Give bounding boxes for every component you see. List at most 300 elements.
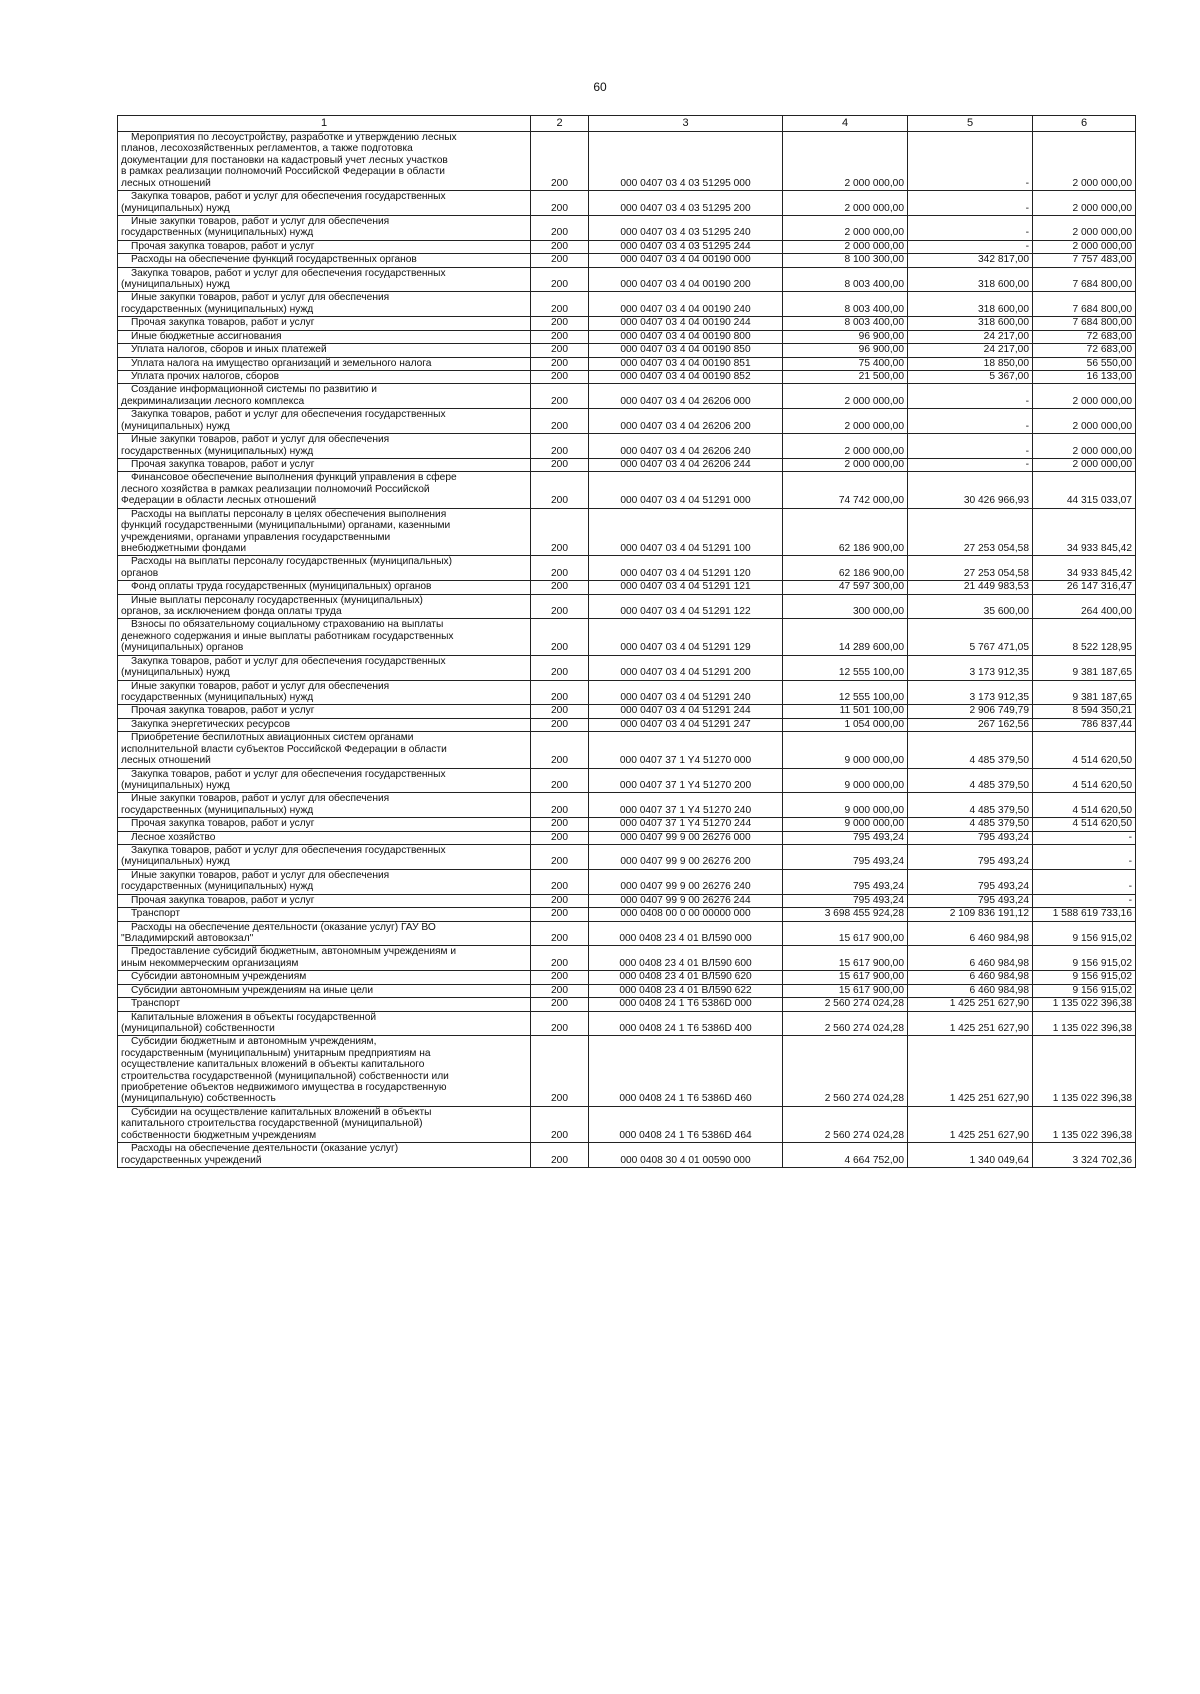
executed-amount-cell: - xyxy=(908,132,1033,191)
expense-name-cell: Иные выплаты персоналу государственных (муниципальных) органов, за исключением фонда оплаты труда xyxy=(118,594,531,619)
expense-name-cell: Прочая закупка товаров, работ и услуг xyxy=(118,317,531,330)
expense-name-cell: Иные закупки товаров, работ и услуг для обеспечения государственных (муниципальных) нужд xyxy=(118,869,531,894)
expense-name-cell: Уплата прочих налогов, сборов xyxy=(118,371,531,384)
unexecuted-amount-cell: - xyxy=(1033,894,1136,907)
budget-classification-code-cell: 000 0407 03 4 03 51295 240 xyxy=(589,215,783,240)
unexecuted-amount-cell: 9 156 915,02 xyxy=(1033,971,1136,984)
approved-amount-cell: 62 186 900,00 xyxy=(783,556,908,581)
approved-amount-cell: 2 000 000,00 xyxy=(783,240,908,253)
executed-amount-cell: 4 485 379,50 xyxy=(908,793,1033,818)
budget-classification-code-cell: 000 0407 03 4 04 51291 247 xyxy=(589,718,783,731)
line-code-cell: 200 xyxy=(531,240,589,253)
column-header-4: 4 xyxy=(783,116,908,132)
line-code-cell: 200 xyxy=(531,946,589,971)
budget-classification-code-cell: 000 0408 24 1 T6 5386D 000 xyxy=(589,998,783,1011)
executed-amount-cell: 3 173 912,35 xyxy=(908,680,1033,705)
line-code-cell: 200 xyxy=(531,971,589,984)
expense-name-cell: Закупка энергетических ресурсов xyxy=(118,718,531,731)
table-row xyxy=(118,556,1136,581)
expense-name-cell: Закупка товаров, работ и услуг для обеспечения государственных (муниципальных) нужд xyxy=(118,845,531,870)
line-code-cell: 200 xyxy=(531,831,589,844)
line-code-cell: 200 xyxy=(531,344,589,357)
budget-classification-code-cell: 000 0407 03 4 04 26206 000 xyxy=(589,384,783,409)
executed-amount-cell: 318 600,00 xyxy=(908,267,1033,292)
approved-amount-cell: 9 000 000,00 xyxy=(783,793,908,818)
budget-classification-code-cell: 000 0408 24 1 T6 5386D 460 xyxy=(589,1036,783,1107)
executed-amount-cell: 30 426 966,93 xyxy=(908,472,1033,508)
executed-amount-cell: 1 425 251 627,90 xyxy=(908,1106,1033,1142)
budget-classification-code-cell: 000 0407 03 4 04 51291 122 xyxy=(589,594,783,619)
budget-classification-code-cell: 000 0407 03 4 04 00190 851 xyxy=(589,357,783,370)
budget-classification-code-cell: 000 0407 03 4 04 51291 244 xyxy=(589,705,783,718)
unexecuted-amount-cell: 2 000 000,00 xyxy=(1033,384,1136,409)
approved-amount-cell: 74 742 000,00 xyxy=(783,472,908,508)
table-body xyxy=(118,132,1136,1168)
expense-name-cell: Иные закупки товаров, работ и услуг для обеспечения государственных (муниципальных) нужд xyxy=(118,292,531,317)
line-code-cell: 200 xyxy=(531,215,589,240)
budget-classification-code-cell: 000 0407 99 9 00 26276 240 xyxy=(589,869,783,894)
table-row xyxy=(118,921,1136,946)
unexecuted-amount-cell: - xyxy=(1033,869,1136,894)
unexecuted-amount-cell: 9 156 915,02 xyxy=(1033,946,1136,971)
budget-classification-code-cell: 000 0407 03 4 04 00190 800 xyxy=(589,330,783,343)
executed-amount-cell: 1 340 049,64 xyxy=(908,1143,1033,1168)
table-row xyxy=(118,458,1136,471)
table-row xyxy=(118,191,1136,216)
budget-classification-code-cell: 000 0407 03 4 04 00190 000 xyxy=(589,254,783,267)
budget-classification-code-cell: 000 0407 03 4 04 26206 244 xyxy=(589,458,783,471)
budget-classification-code-cell: 000 0407 99 9 00 26276 200 xyxy=(589,845,783,870)
executed-amount-cell: 795 493,24 xyxy=(908,831,1033,844)
line-code-cell: 200 xyxy=(531,508,589,556)
budget-classification-code-cell: 000 0407 99 9 00 26276 000 xyxy=(589,831,783,844)
expense-name-cell: Субсидии автономным учреждениям xyxy=(118,971,531,984)
table-row xyxy=(118,434,1136,459)
table-row xyxy=(118,894,1136,907)
budget-classification-code-cell: 000 0407 03 4 04 00190 850 xyxy=(589,344,783,357)
unexecuted-amount-cell: 2 000 000,00 xyxy=(1033,434,1136,459)
executed-amount-cell: 24 217,00 xyxy=(908,344,1033,357)
unexecuted-amount-cell: 1 135 022 396,38 xyxy=(1033,1106,1136,1142)
budget-classification-code-cell: 000 0407 03 4 04 00190 852 xyxy=(589,371,783,384)
line-code-cell: 200 xyxy=(531,317,589,330)
approved-amount-cell: 12 555 100,00 xyxy=(783,655,908,680)
table-header-row xyxy=(118,116,1136,132)
expense-name-cell: Фонд оплаты труда государственных (муниципальных) органов xyxy=(118,581,531,594)
approved-amount-cell: 4 664 752,00 xyxy=(783,1143,908,1168)
approved-amount-cell: 2 560 274 024,28 xyxy=(783,998,908,1011)
approved-amount-cell: 2 000 000,00 xyxy=(783,409,908,434)
table-row xyxy=(118,705,1136,718)
unexecuted-amount-cell: 1 135 022 396,38 xyxy=(1033,998,1136,1011)
line-code-cell: 200 xyxy=(531,1143,589,1168)
expense-name-cell: Иные закупки товаров, работ и услуг для обеспечения государственных (муниципальных) нужд xyxy=(118,434,531,459)
budget-classification-code-cell: 000 0407 03 4 03 51295 244 xyxy=(589,240,783,253)
unexecuted-amount-cell: 34 933 845,42 xyxy=(1033,556,1136,581)
budget-classification-code-cell: 000 0408 00 0 00 00000 000 xyxy=(589,908,783,921)
approved-amount-cell: 96 900,00 xyxy=(783,330,908,343)
approved-amount-cell: 2 000 000,00 xyxy=(783,132,908,191)
unexecuted-amount-cell: 1 135 022 396,38 xyxy=(1033,1011,1136,1036)
table-row xyxy=(118,845,1136,870)
budget-classification-code-cell: 000 0407 03 4 04 51291 200 xyxy=(589,655,783,680)
line-code-cell: 200 xyxy=(531,191,589,216)
line-code-cell: 200 xyxy=(531,984,589,997)
budget-classification-code-cell: 000 0407 03 4 04 51291 100 xyxy=(589,508,783,556)
table-row xyxy=(118,718,1136,731)
executed-amount-cell: 1 425 251 627,90 xyxy=(908,998,1033,1011)
executed-amount-cell: 1 425 251 627,90 xyxy=(908,1011,1033,1036)
expense-name-cell: Создание информационной системы по развитию и декриминализации лесного комплекса xyxy=(118,384,531,409)
executed-amount-cell: - xyxy=(908,434,1033,459)
unexecuted-amount-cell: 2 000 000,00 xyxy=(1033,458,1136,471)
unexecuted-amount-cell: 9 381 187,65 xyxy=(1033,680,1136,705)
budget-classification-code-cell: 000 0408 24 1 T6 5386D 464 xyxy=(589,1106,783,1142)
table-row xyxy=(118,330,1136,343)
executed-amount-cell: 2 109 836 191,12 xyxy=(908,908,1033,921)
table-row xyxy=(118,371,1136,384)
table-row xyxy=(118,869,1136,894)
unexecuted-amount-cell: 26 147 316,47 xyxy=(1033,581,1136,594)
executed-amount-cell: 5 767 471,05 xyxy=(908,619,1033,655)
executed-amount-cell: - xyxy=(908,191,1033,216)
budget-classification-code-cell: 000 0407 03 4 04 26206 200 xyxy=(589,409,783,434)
executed-amount-cell: 35 600,00 xyxy=(908,594,1033,619)
unexecuted-amount-cell: 7 684 800,00 xyxy=(1033,267,1136,292)
budget-classification-code-cell: 000 0407 99 9 00 26276 244 xyxy=(589,894,783,907)
line-code-cell: 200 xyxy=(531,869,589,894)
page-number: 60 xyxy=(593,80,607,94)
unexecuted-amount-cell: 7 757 483,00 xyxy=(1033,254,1136,267)
executed-amount-cell: 6 460 984,98 xyxy=(908,921,1033,946)
executed-amount-cell: 3 173 912,35 xyxy=(908,655,1033,680)
budget-classification-code-cell: 000 0407 37 1 Y4 51270 200 xyxy=(589,768,783,793)
approved-amount-cell: 2 560 274 024,28 xyxy=(783,1106,908,1142)
executed-amount-cell: - xyxy=(908,409,1033,434)
executed-amount-cell: 5 367,00 xyxy=(908,371,1033,384)
approved-amount-cell: 9 000 000,00 xyxy=(783,732,908,768)
approved-amount-cell: 2 000 000,00 xyxy=(783,215,908,240)
column-header-6: 6 xyxy=(1033,116,1136,132)
unexecuted-amount-cell: 9 381 187,65 xyxy=(1033,655,1136,680)
executed-amount-cell: 6 460 984,98 xyxy=(908,946,1033,971)
budget-classification-code-cell: 000 0408 23 4 01 ВЛ590 620 xyxy=(589,971,783,984)
approved-amount-cell: 1 054 000,00 xyxy=(783,718,908,731)
expense-name-cell: Прочая закупка товаров, работ и услуг xyxy=(118,458,531,471)
executed-amount-cell: 1 425 251 627,90 xyxy=(908,1036,1033,1107)
approved-amount-cell: 795 493,24 xyxy=(783,845,908,870)
approved-amount-cell: 15 617 900,00 xyxy=(783,984,908,997)
line-code-cell: 200 xyxy=(531,818,589,831)
executed-amount-cell: - xyxy=(908,240,1033,253)
approved-amount-cell: 8 003 400,00 xyxy=(783,267,908,292)
table-row xyxy=(118,215,1136,240)
table-row xyxy=(118,818,1136,831)
approved-amount-cell: 2 000 000,00 xyxy=(783,384,908,409)
column-header-1: 1 xyxy=(118,116,531,132)
expense-name-cell: Предоставление субсидий бюджетным, автономным учреждениям и иным некоммерческим организациям xyxy=(118,946,531,971)
unexecuted-amount-cell: 2 000 000,00 xyxy=(1033,215,1136,240)
line-code-cell: 200 xyxy=(531,998,589,1011)
approved-amount-cell: 21 500,00 xyxy=(783,371,908,384)
expense-name-cell: Уплата налога на имущество организаций и земельного налога xyxy=(118,357,531,370)
unexecuted-amount-cell: 16 133,00 xyxy=(1033,371,1136,384)
table-row xyxy=(118,581,1136,594)
line-code-cell: 200 xyxy=(531,434,589,459)
expense-name-cell: Прочая закупка товаров, работ и услуг xyxy=(118,818,531,831)
approved-amount-cell: 2 000 000,00 xyxy=(783,458,908,471)
line-code-cell: 200 xyxy=(531,793,589,818)
budget-classification-code-cell: 000 0408 23 4 01 ВЛ590 000 xyxy=(589,921,783,946)
unexecuted-amount-cell: 56 550,00 xyxy=(1033,357,1136,370)
line-code-cell: 200 xyxy=(531,409,589,434)
line-code-cell: 200 xyxy=(531,1011,589,1036)
budget-classification-code-cell: 000 0408 23 4 01 ВЛ590 622 xyxy=(589,984,783,997)
line-code-cell: 200 xyxy=(531,1036,589,1107)
expense-name-cell: Субсидии автономным учреждениям на иные цели xyxy=(118,984,531,997)
table-row xyxy=(118,680,1136,705)
expense-name-cell: Транспорт xyxy=(118,998,531,1011)
line-code-cell: 200 xyxy=(531,768,589,793)
budget-classification-code-cell: 000 0408 24 1 T6 5386D 400 xyxy=(589,1011,783,1036)
approved-amount-cell: 2 560 274 024,28 xyxy=(783,1011,908,1036)
approved-amount-cell: 2 000 000,00 xyxy=(783,434,908,459)
executed-amount-cell: 21 449 983,53 xyxy=(908,581,1033,594)
unexecuted-amount-cell: 2 000 000,00 xyxy=(1033,132,1136,191)
unexecuted-amount-cell: 7 684 800,00 xyxy=(1033,317,1136,330)
expense-name-cell: Расходы на обеспечение деятельности (оказание услуг) государственных учреждений xyxy=(118,1143,531,1168)
table-row xyxy=(118,384,1136,409)
expense-name-cell: Взносы по обязательному социальному страхованию на выплаты денежного содержания и иные выплаты работникам государственных (муниципальных) органов xyxy=(118,619,531,655)
table-row xyxy=(118,1106,1136,1142)
line-code-cell: 200 xyxy=(531,330,589,343)
expense-name-cell: Расходы на выплаты персоналу в целях обеспечения выполнения функций государственными (муниципальными) органами, казенными учреждениями, органами управления государственными внебюджетными фондами xyxy=(118,508,531,556)
approved-amount-cell: 12 555 100,00 xyxy=(783,680,908,705)
table-row xyxy=(118,254,1136,267)
table-row xyxy=(118,1143,1136,1168)
expense-name-cell: Расходы на обеспечение функций государственных органов xyxy=(118,254,531,267)
budget-classification-code-cell: 000 0408 30 4 01 00590 000 xyxy=(589,1143,783,1168)
approved-amount-cell: 795 493,24 xyxy=(783,831,908,844)
expense-name-cell: Прочая закупка товаров, работ и услуг xyxy=(118,894,531,907)
table-row xyxy=(118,732,1136,768)
executed-amount-cell: 18 850,00 xyxy=(908,357,1033,370)
line-code-cell: 200 xyxy=(531,705,589,718)
budget-classification-code-cell: 000 0407 37 1 Y4 51270 240 xyxy=(589,793,783,818)
budget-classification-code-cell: 000 0407 37 1 Y4 51270 000 xyxy=(589,732,783,768)
expense-name-cell: Закупка товаров, работ и услуг для обеспечения государственных (муниципальных) нужд xyxy=(118,655,531,680)
expense-name-cell: Прочая закупка товаров, работ и услуг xyxy=(118,240,531,253)
expense-name-cell: Субсидии на осуществление капитальных вложений в объекты капитального строительства государственной (муниципальной) собственности бюджетным учреждениям xyxy=(118,1106,531,1142)
expense-name-cell: Расходы на выплаты персоналу государственных (муниципальных) органов xyxy=(118,556,531,581)
budget-classification-code-cell: 000 0407 03 4 04 00190 240 xyxy=(589,292,783,317)
executed-amount-cell: 318 600,00 xyxy=(908,292,1033,317)
executed-amount-cell: - xyxy=(908,384,1033,409)
executed-amount-cell: 795 493,24 xyxy=(908,869,1033,894)
approved-amount-cell: 9 000 000,00 xyxy=(783,818,908,831)
line-code-cell: 200 xyxy=(531,732,589,768)
expense-name-cell: Финансовое обеспечение выполнения функций управления в сфере лесного хозяйства в рамках реализации полномочий Российской Федерации в области лесных отношений xyxy=(118,472,531,508)
budget-classification-code-cell: 000 0407 03 4 04 51291 129 xyxy=(589,619,783,655)
unexecuted-amount-cell: 9 156 915,02 xyxy=(1033,984,1136,997)
unexecuted-amount-cell: 9 156 915,02 xyxy=(1033,921,1136,946)
unexecuted-amount-cell: 2 000 000,00 xyxy=(1033,240,1136,253)
expense-name-cell: Закупка товаров, работ и услуг для обеспечения государственных (муниципальных) нужд xyxy=(118,409,531,434)
table-row xyxy=(118,267,1136,292)
line-code-cell: 200 xyxy=(531,655,589,680)
table-row xyxy=(118,768,1136,793)
budget-classification-code-cell: 000 0407 03 4 04 51291 240 xyxy=(589,680,783,705)
line-code-cell: 200 xyxy=(531,292,589,317)
executed-amount-cell: 795 493,24 xyxy=(908,894,1033,907)
approved-amount-cell: 15 617 900,00 xyxy=(783,921,908,946)
executed-amount-cell: 24 217,00 xyxy=(908,330,1033,343)
unexecuted-amount-cell: 3 324 702,36 xyxy=(1033,1143,1136,1168)
line-code-cell: 200 xyxy=(531,581,589,594)
approved-amount-cell: 14 289 600,00 xyxy=(783,619,908,655)
line-code-cell: 200 xyxy=(531,254,589,267)
table-row xyxy=(118,998,1136,1011)
table-row xyxy=(118,1011,1136,1036)
expense-name-cell: Прочая закупка товаров, работ и услуг xyxy=(118,705,531,718)
table-row xyxy=(118,240,1136,253)
table-row xyxy=(118,908,1136,921)
budget-classification-code-cell: 000 0407 03 4 03 51295 000 xyxy=(589,132,783,191)
table-row xyxy=(118,357,1136,370)
expense-name-cell: Иные закупки товаров, работ и услуг для обеспечения государственных (муниципальных) нужд xyxy=(118,215,531,240)
expense-name-cell: Иные закупки товаров, работ и услуг для обеспечения государственных (муниципальных) нужд xyxy=(118,680,531,705)
column-header-2: 2 xyxy=(531,116,589,132)
line-code-cell: 200 xyxy=(531,1106,589,1142)
budget-classification-code-cell: 000 0407 03 4 04 51291 120 xyxy=(589,556,783,581)
budget-classification-code-cell: 000 0407 03 4 04 00190 200 xyxy=(589,267,783,292)
unexecuted-amount-cell: 8 594 350,21 xyxy=(1033,705,1136,718)
table-row xyxy=(118,594,1136,619)
approved-amount-cell: 9 000 000,00 xyxy=(783,768,908,793)
approved-amount-cell: 795 493,24 xyxy=(783,894,908,907)
expense-name-cell: Капитальные вложения в объекты государственной (муниципальной) собственности xyxy=(118,1011,531,1036)
executed-amount-cell: 6 460 984,98 xyxy=(908,971,1033,984)
line-code-cell: 200 xyxy=(531,845,589,870)
approved-amount-cell: 2 000 000,00 xyxy=(783,191,908,216)
unexecuted-amount-cell: 8 522 128,95 xyxy=(1033,619,1136,655)
unexecuted-amount-cell: 34 933 845,42 xyxy=(1033,508,1136,556)
column-header-3: 3 xyxy=(589,116,783,132)
executed-amount-cell: - xyxy=(908,215,1033,240)
unexecuted-amount-cell: 7 684 800,00 xyxy=(1033,292,1136,317)
executed-amount-cell: 4 485 379,50 xyxy=(908,818,1033,831)
unexecuted-amount-cell: 44 315 033,07 xyxy=(1033,472,1136,508)
executed-amount-cell: 2 906 749,79 xyxy=(908,705,1033,718)
budget-classification-code-cell: 000 0407 37 1 Y4 51270 244 xyxy=(589,818,783,831)
line-code-cell: 200 xyxy=(531,921,589,946)
table-row xyxy=(118,292,1136,317)
line-code-cell: 200 xyxy=(531,594,589,619)
approved-amount-cell: 15 617 900,00 xyxy=(783,971,908,984)
executed-amount-cell: 27 253 054,58 xyxy=(908,556,1033,581)
executed-amount-cell: 4 485 379,50 xyxy=(908,732,1033,768)
line-code-cell: 200 xyxy=(531,132,589,191)
expense-name-cell: Уплата налогов, сборов и иных платежей xyxy=(118,344,531,357)
executed-amount-cell: 795 493,24 xyxy=(908,845,1033,870)
unexecuted-amount-cell: - xyxy=(1033,831,1136,844)
table-row xyxy=(118,344,1136,357)
expense-name-cell: Иные бюджетные ассигнования xyxy=(118,330,531,343)
expense-name-cell: Закупка товаров, работ и услуг для обеспечения государственных (муниципальных) нужд xyxy=(118,191,531,216)
approved-amount-cell: 8 003 400,00 xyxy=(783,292,908,317)
approved-amount-cell: 75 400,00 xyxy=(783,357,908,370)
expense-name-cell: Закупка товаров, работ и услуг для обеспечения государственных (муниципальных) нужд xyxy=(118,768,531,793)
table-row xyxy=(118,984,1136,997)
table-row xyxy=(118,508,1136,556)
approved-amount-cell: 3 698 455 924,28 xyxy=(783,908,908,921)
line-code-cell: 200 xyxy=(531,556,589,581)
unexecuted-amount-cell: 72 683,00 xyxy=(1033,344,1136,357)
unexecuted-amount-cell: 1 588 619 733,16 xyxy=(1033,908,1136,921)
approved-amount-cell: 96 900,00 xyxy=(783,344,908,357)
table-row xyxy=(118,409,1136,434)
table-row xyxy=(118,793,1136,818)
line-code-cell: 200 xyxy=(531,371,589,384)
unexecuted-amount-cell: 4 514 620,50 xyxy=(1033,793,1136,818)
table-row xyxy=(118,946,1136,971)
budget-classification-code-cell: 000 0407 03 4 04 26206 240 xyxy=(589,434,783,459)
approved-amount-cell: 15 617 900,00 xyxy=(783,946,908,971)
expense-name-cell: Лесное хозяйство xyxy=(118,831,531,844)
line-code-cell: 200 xyxy=(531,458,589,471)
expense-name-cell: Расходы на обеспечение деятельности (оказание услуг) ГАУ ВО "Владимирский автовокзал" xyxy=(118,921,531,946)
executed-amount-cell: - xyxy=(908,458,1033,471)
table-row xyxy=(118,1036,1136,1107)
line-code-cell: 200 xyxy=(531,619,589,655)
budget-table xyxy=(117,115,1136,1168)
line-code-cell: 200 xyxy=(531,384,589,409)
budget-classification-code-cell: 000 0407 03 4 03 51295 200 xyxy=(589,191,783,216)
expense-name-cell: Приобретение беспилотных авиационных систем органами исполнительной власти субъектов Российской Федерации в области лесных отношений xyxy=(118,732,531,768)
executed-amount-cell: 267 162,56 xyxy=(908,718,1033,731)
expense-name-cell: Субсидии бюджетным и автономным учреждениям, государственным (муниципальным) унитарным предприятиям на осуществление капитальных вложений в объекты капитального строительства государственной (муниципальной) собственности или приобретение объектов недвижимого имущества в государственную (муниципальную) собственность xyxy=(118,1036,531,1107)
unexecuted-amount-cell: 4 514 620,50 xyxy=(1033,818,1136,831)
executed-amount-cell: 318 600,00 xyxy=(908,317,1033,330)
unexecuted-amount-cell: 2 000 000,00 xyxy=(1033,191,1136,216)
table-row xyxy=(118,132,1136,191)
approved-amount-cell: 8 100 300,00 xyxy=(783,254,908,267)
approved-amount-cell: 795 493,24 xyxy=(783,869,908,894)
unexecuted-amount-cell: 4 514 620,50 xyxy=(1033,768,1136,793)
unexecuted-amount-cell: 264 400,00 xyxy=(1033,594,1136,619)
budget-classification-code-cell: 000 0407 03 4 04 00190 244 xyxy=(589,317,783,330)
approved-amount-cell: 2 560 274 024,28 xyxy=(783,1036,908,1107)
table-row xyxy=(118,831,1136,844)
column-header-5: 5 xyxy=(908,116,1033,132)
unexecuted-amount-cell: 4 514 620,50 xyxy=(1033,732,1136,768)
approved-amount-cell: 300 000,00 xyxy=(783,594,908,619)
unexecuted-amount-cell: 1 135 022 396,38 xyxy=(1033,1036,1136,1107)
table-row xyxy=(118,619,1136,655)
table-row xyxy=(118,971,1136,984)
budget-classification-code-cell: 000 0407 03 4 04 51291 000 xyxy=(589,472,783,508)
executed-amount-cell: 27 253 054,58 xyxy=(908,508,1033,556)
budget-classification-code-cell: 000 0408 23 4 01 ВЛ590 600 xyxy=(589,946,783,971)
table-row xyxy=(118,655,1136,680)
expense-name-cell: Закупка товаров, работ и услуг для обеспечения государственных (муниципальных) нужд xyxy=(118,267,531,292)
unexecuted-amount-cell: - xyxy=(1033,845,1136,870)
budget-classification-code-cell: 000 0407 03 4 04 51291 121 xyxy=(589,581,783,594)
line-code-cell: 200 xyxy=(531,908,589,921)
executed-amount-cell: 4 485 379,50 xyxy=(908,768,1033,793)
unexecuted-amount-cell: 786 837,44 xyxy=(1033,718,1136,731)
unexecuted-amount-cell: 2 000 000,00 xyxy=(1033,409,1136,434)
